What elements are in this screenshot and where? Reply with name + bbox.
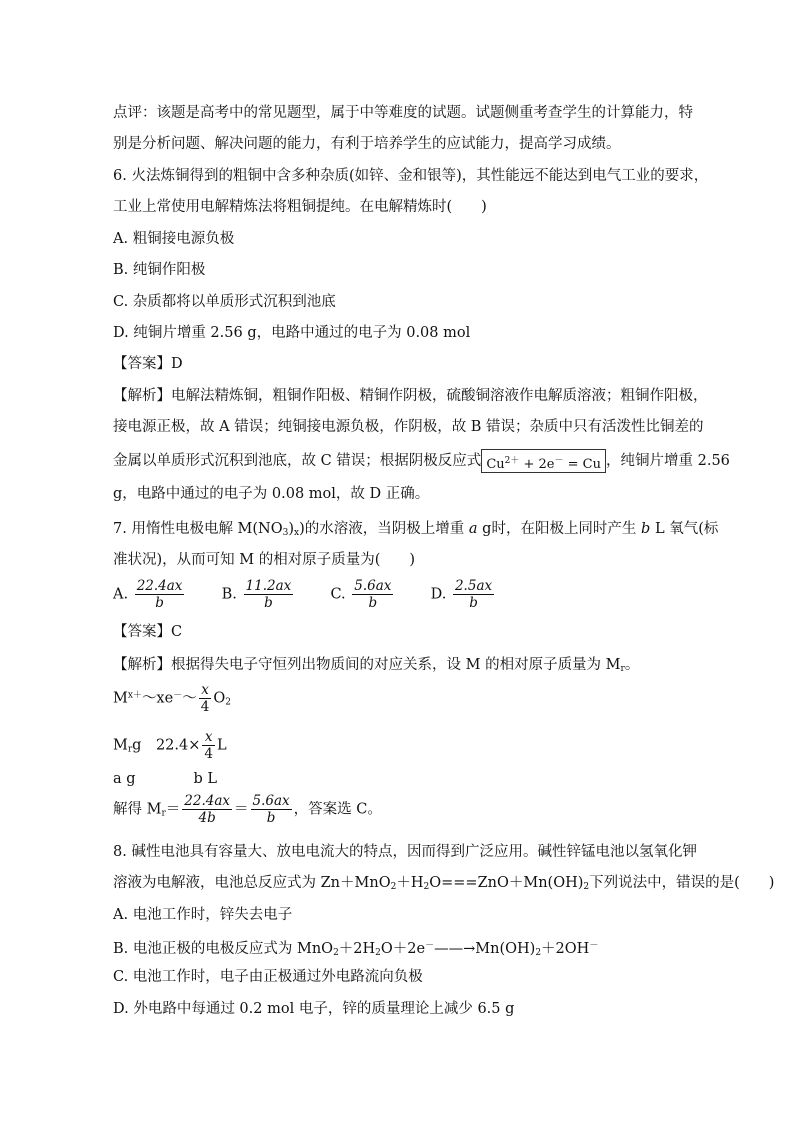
rel1-sup: x＋ [127, 690, 142, 701]
q6-explanation-line-3-text: 金属以单质形式沉积到池底，故 C 错误；根据阴极反应式 [113, 453, 482, 469]
q7-option-c-num: 5.6ax [354, 578, 392, 594]
q8-option-b [113, 936, 598, 963]
q7-option-d-label: D. [430, 586, 447, 603]
eq-end: = Cu [563, 457, 601, 472]
q7-solution-line [113, 793, 382, 826]
q8-stem-a: 溶液为电解液，电池总反应式为 Zn＋MnO [113, 875, 391, 891]
q6-answer: 【答案】D [113, 356, 183, 372]
rel1-fraction [199, 682, 212, 715]
q7-exp-sub: r [620, 664, 625, 674]
eq-minus: － [554, 456, 564, 466]
rel2-l: L [216, 737, 227, 754]
rel2-mid: g 22.4× [132, 737, 201, 754]
q7-option-a-fraction [135, 578, 185, 611]
q8-optb-s1: 2 [333, 948, 339, 958]
q8-optb-c: O＋2e [380, 941, 426, 957]
q8-optb-d: ——→Mn(OH) [434, 941, 536, 957]
rel1-sub: 2 [225, 697, 231, 708]
sol-fraction-1 [182, 793, 232, 826]
q7-exp-text: 【解析】根据得失电子守恒列出物质间的对应关系，设 M 的相对原子质量为 M [113, 657, 621, 673]
q6-explanation-line-4: g，电路中通过的电子为 0.08 mol，故 D 正确。 [113, 486, 430, 502]
q7-explanation-line-1 [113, 655, 639, 679]
q6-stem-line-2: 工业上常使用电解精炼法将粗铜提纯。在电解精炼时( ) [113, 199, 487, 215]
q6-option-d: D. 纯铜片增重 2.56 g，电路中通过的电子为 0.08 mol [113, 325, 471, 341]
eq-cu: Cu [486, 457, 505, 472]
sol-sub: r [161, 808, 166, 819]
eq-charge: 2＋ [504, 456, 520, 466]
q7-stem-a: 7. 用惰性电极电解 M(NO [113, 521, 283, 537]
rel2-m: M [113, 737, 128, 754]
q8-s1: 2 [390, 882, 397, 892]
q6-option-c: C. 杂质都将以单质形式沉积到池底 [113, 294, 336, 310]
eq-mid: + 2e [519, 457, 555, 472]
q7-stem-sub3: 3 [282, 528, 289, 538]
q7-relation-line-3: a g b L [113, 771, 218, 787]
q7-relation-line-2 [113, 729, 227, 762]
rel1-m: M [113, 690, 128, 707]
q7-stem-line-2: 准状况)，从而可知 M 的相对原子质量为( ) [113, 552, 416, 568]
rel1-o: O [213, 690, 226, 707]
q6-explanation-line-2: 接电源正极，故 A 错误；纯铜接电源负极，作阴极，故 B 错误；杂质中只有活泼性比铜差的 [113, 419, 704, 435]
q8-stem-line-1: 8. 碱性电池具有容量大、放电电流大的特点，因而得到广泛应用。碱性锌锰电池以氢氧化钾 [113, 844, 697, 860]
q8-optb-s2: 2 [375, 948, 381, 958]
q7-relation-line-1 [113, 682, 231, 715]
q8-optb-s3: 2 [535, 948, 542, 958]
q7-stem-subx: x [294, 528, 300, 538]
q7-option-c-fraction [352, 578, 393, 611]
q6-explanation-line-1: 【解析】电解法精炼铜，粗铜作阳极、精铜作阴极，硫酸铜溶液作电解质溶液；粗铜作阳极， [113, 388, 708, 404]
q7-stem-close: ) [288, 521, 295, 537]
sol-den2: b [266, 810, 276, 826]
q8-stem-b: ＋H [396, 875, 424, 891]
q7-option-d-fraction [453, 578, 494, 611]
sol-eq2: ＝ [234, 801, 249, 818]
q7-var-b: b [641, 521, 651, 537]
q7-option-b-den: b [264, 595, 273, 611]
q7-option-c-label: C. [330, 586, 346, 603]
q8-optb-sup2: － [589, 941, 599, 951]
q7-stem-d: L 氧气(标 [650, 521, 719, 537]
q8-optb-sup1: － [425, 941, 435, 951]
rel1-sup2: － [173, 690, 183, 701]
q8-stem-c: O===ZnO＋Mn(OH) [429, 875, 584, 891]
q7-option-b-label: B. [221, 586, 237, 603]
q7-option-d-den: b [469, 595, 478, 611]
q7-option-b-fraction [244, 578, 294, 611]
q8-s2: 2 [423, 882, 430, 892]
rel2-den: 4 [204, 746, 213, 762]
q7-option-d-num: 2.5ax [454, 578, 493, 594]
q7-option-a-num: 22.4ax [136, 578, 183, 594]
q8-optb-e: ＋2OH [541, 941, 590, 957]
rel2-fraction [202, 729, 215, 762]
cathode-equation-box [481, 449, 606, 473]
q7-exp-end: 。 [624, 657, 640, 673]
q6-option-a: A. 粗铜接电源负极 [113, 231, 235, 247]
q8-optb-b: ＋2H [338, 941, 376, 957]
q7-option-b-num: 11.2ax [245, 578, 292, 594]
comment-line-1: 点评：该题是高考中的常见题型，属于中等难度的试题。试题侧重考查学生的计算能力，特 [113, 105, 693, 121]
q8-option-c: C. 电池工作时，电子由正极通过外电路流向负极 [113, 969, 423, 985]
q6-explanation-line-3 [113, 449, 730, 473]
q8-option-d: D. 外电路中每通过 0.2 mol 电子，锌的质量理论上减少 6.5 g [113, 1001, 515, 1017]
q7-answer: 【答案】C [113, 624, 183, 640]
q8-stem-d: 下列说法中，错误的是( ) [589, 875, 775, 891]
q6-explanation-line-3-tail: ，纯铜片增重 2.56 [606, 453, 730, 469]
q7-var-a: a [468, 521, 478, 537]
q7-stem-c: g时，在阳极上同时产生 [477, 521, 642, 537]
comment-line-2: 别是分析问题、解决问题的能力，有利于培养学生的应试能力，提高学习成绩。 [113, 136, 621, 152]
sol-num1: 22.4ax [184, 793, 231, 809]
q6-option-b: B. 纯铜作阳极 [113, 262, 206, 278]
rel1-tilde: ～ [182, 690, 197, 707]
rel1-xe: ～xe [141, 690, 174, 707]
q7-option-a-label: A. [113, 586, 129, 603]
q7-option-c-den: b [368, 595, 378, 611]
q8-option-a: A. 电池工作时，锌失去电子 [113, 907, 293, 923]
q7-options-row [113, 578, 496, 611]
sol-eq: ＝ [165, 801, 181, 818]
q7-stem-line-1 [113, 519, 718, 543]
sol-text: 解得 M [113, 801, 162, 818]
q8-stem-line-2 [113, 873, 774, 897]
q7-option-a-den: b [155, 595, 164, 611]
q8-s3: 2 [583, 882, 590, 892]
sol-fraction-2 [251, 793, 292, 826]
sol-den1: 4b [198, 810, 216, 826]
sol-end: ，答案选 C。 [293, 801, 382, 818]
rel2-num: x [202, 729, 215, 746]
q8-optb-a: B. 电池正极的电极反应式为 MnO [113, 941, 334, 957]
q6-stem-line-1: 6. 火法炼铜得到的粗铜中含多种杂质(如锌、金和银等)，其性能远不能达到电气工业的要求， [113, 168, 709, 184]
rel1-den: 4 [200, 699, 210, 715]
rel1-num: x [199, 682, 212, 699]
sol-num2: 5.6ax [252, 793, 290, 809]
rel2-sub: r [127, 744, 133, 755]
q7-stem-b: )的水溶液，当阴极上增重 [299, 521, 469, 537]
